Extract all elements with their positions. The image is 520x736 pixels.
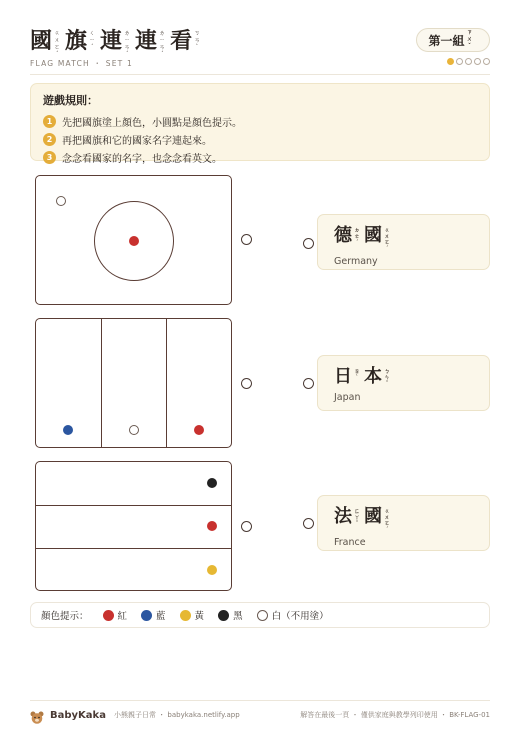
page-title: [30, 28, 205, 58]
progress-dot: [456, 58, 463, 65]
rule-text: 念念看國家的名字，也念念看英文。: [62, 153, 222, 165]
title-bopomofo: ㄌㄧㄢˊ: [159, 30, 166, 58]
legend-item-white: [257, 608, 329, 622]
white-swatch: [257, 610, 268, 621]
color-hint-blue-dot: [63, 425, 73, 435]
country-char: 國: [364, 506, 382, 527]
progress-dot: [447, 58, 454, 65]
color-legend: [30, 602, 490, 628]
set-bopomofo: ㄗㄨˇ: [466, 28, 473, 50]
red-swatch: [103, 610, 114, 621]
rule-text: 再把國旗和它的國家名字連起來。: [62, 135, 212, 147]
blue-swatch: [141, 610, 152, 621]
brand-name: BabyKaka: [50, 709, 106, 721]
country-card-3[interactable]: [317, 495, 490, 551]
rules-title: 遊戲規則：: [43, 94, 98, 107]
flag-outline-2[interactable]: [35, 318, 232, 448]
color-hint-red-dot: [129, 236, 139, 246]
title-char: 連: [135, 28, 158, 54]
page-footer: [30, 707, 490, 723]
country-bopomofo: ㄈㄚˇ: [354, 509, 360, 527]
flag-connector-dot-2[interactable]: [241, 378, 252, 389]
name-connector-dot-1[interactable]: [303, 238, 314, 249]
legend-item-blue: [141, 608, 166, 622]
country-char: 國: [364, 225, 382, 246]
rules-box: [30, 83, 490, 165]
country-name-en: Germany: [334, 256, 378, 267]
set-label: 第一組: [428, 33, 465, 48]
flag-outline-1[interactable]: [35, 175, 232, 305]
country-name-cn: [334, 506, 473, 533]
legend-item-black: [218, 608, 243, 622]
rule-text: 先把國旗塗上顏色，小圓點是顏色提示。: [62, 117, 242, 129]
flag-divider: [166, 319, 167, 447]
color-hint-yellow-dot: [207, 565, 217, 575]
progress-dot: [483, 58, 490, 65]
title-bopomofo: ㄌㄧㄢˊ: [124, 30, 131, 58]
country-name-cn: [334, 366, 473, 388]
legend-item-red: [103, 608, 128, 622]
legend-label: 白（不用塗）: [271, 611, 329, 622]
progress-dot: [465, 58, 472, 65]
color-hint-black-dot: [207, 478, 217, 488]
rule-item: [43, 130, 477, 148]
footer-divider: [30, 700, 490, 701]
progress-dot: [474, 58, 481, 65]
header-divider: [30, 74, 490, 75]
rule-item: [43, 112, 477, 130]
flag-divider: [101, 319, 102, 447]
country-card-2[interactable]: [317, 355, 490, 411]
rule-number-badge: 3: [43, 151, 56, 164]
title-bopomofo: ㄎㄢˋ: [194, 30, 201, 51]
flag-connector-dot-1[interactable]: [241, 234, 252, 245]
page-subtitle: FLAG MATCH ・ SET 1: [30, 59, 134, 68]
flag-outline-3[interactable]: [35, 461, 232, 591]
color-hint-red-dot: [194, 425, 204, 435]
rule-number-badge: 2: [43, 133, 56, 146]
country-char: 德: [334, 225, 352, 246]
color-hint-white-dot: [56, 196, 66, 206]
legend-title: 顏色提示：: [41, 611, 89, 622]
footer-note: 解答在最後一頁 ・ 僅供家庭與教學列印使用 ・ BK-FLAG-01: [300, 711, 490, 719]
title-char: 旗: [65, 28, 88, 54]
flag-connector-dot-3[interactable]: [241, 521, 252, 532]
bear-logo-icon: [30, 709, 44, 722]
color-hint-red-dot: [207, 521, 217, 531]
country-bopomofo: ㄖˋ: [354, 369, 360, 381]
name-connector-dot-3[interactable]: [303, 518, 314, 529]
country-bopomofo: ㄉㄜˊ: [354, 228, 360, 246]
country-char: 法: [334, 506, 352, 527]
legend-label: 藍: [156, 611, 166, 622]
title-char: 國: [30, 28, 53, 54]
title-bopomofo: ㄑㄧˊ: [89, 30, 96, 51]
country-name-en: France: [334, 537, 366, 548]
title-char: 看: [170, 28, 193, 54]
name-connector-dot-2[interactable]: [303, 378, 314, 389]
rule-item: [43, 148, 477, 166]
flag-divider: [36, 548, 231, 549]
country-name-en: Japan: [334, 392, 361, 403]
country-char: 日: [334, 366, 352, 387]
country-bopomofo: ㄍㄨㄛˊ: [384, 509, 390, 533]
country-bopomofo: ㄍㄨㄛˊ: [384, 228, 390, 252]
legend-label: 紅: [117, 611, 128, 622]
rule-number-badge: 1: [43, 115, 56, 128]
legend-item-yellow: [180, 608, 205, 622]
country-name-cn: [334, 225, 473, 252]
footer-tagline: 小熊親子日常 ・ babykaka.netlify.app: [113, 711, 240, 719]
country-bopomofo: ㄅㄣˇ: [384, 369, 390, 387]
black-swatch: [218, 610, 229, 621]
legend-label: 黃: [194, 611, 205, 622]
set-badge: [416, 28, 490, 52]
yellow-swatch: [180, 610, 191, 621]
page-header: [30, 28, 490, 76]
progress-dots: [447, 58, 490, 65]
color-hint-white-dot: [129, 425, 139, 435]
country-char: 本: [364, 366, 382, 387]
flag-divider: [36, 505, 231, 506]
legend-label: 黑: [233, 611, 243, 622]
country-card-1[interactable]: [317, 214, 490, 270]
title-bopomofo: ㄍㄨㄛˊ: [54, 30, 61, 58]
title-char: 連: [100, 28, 123, 54]
